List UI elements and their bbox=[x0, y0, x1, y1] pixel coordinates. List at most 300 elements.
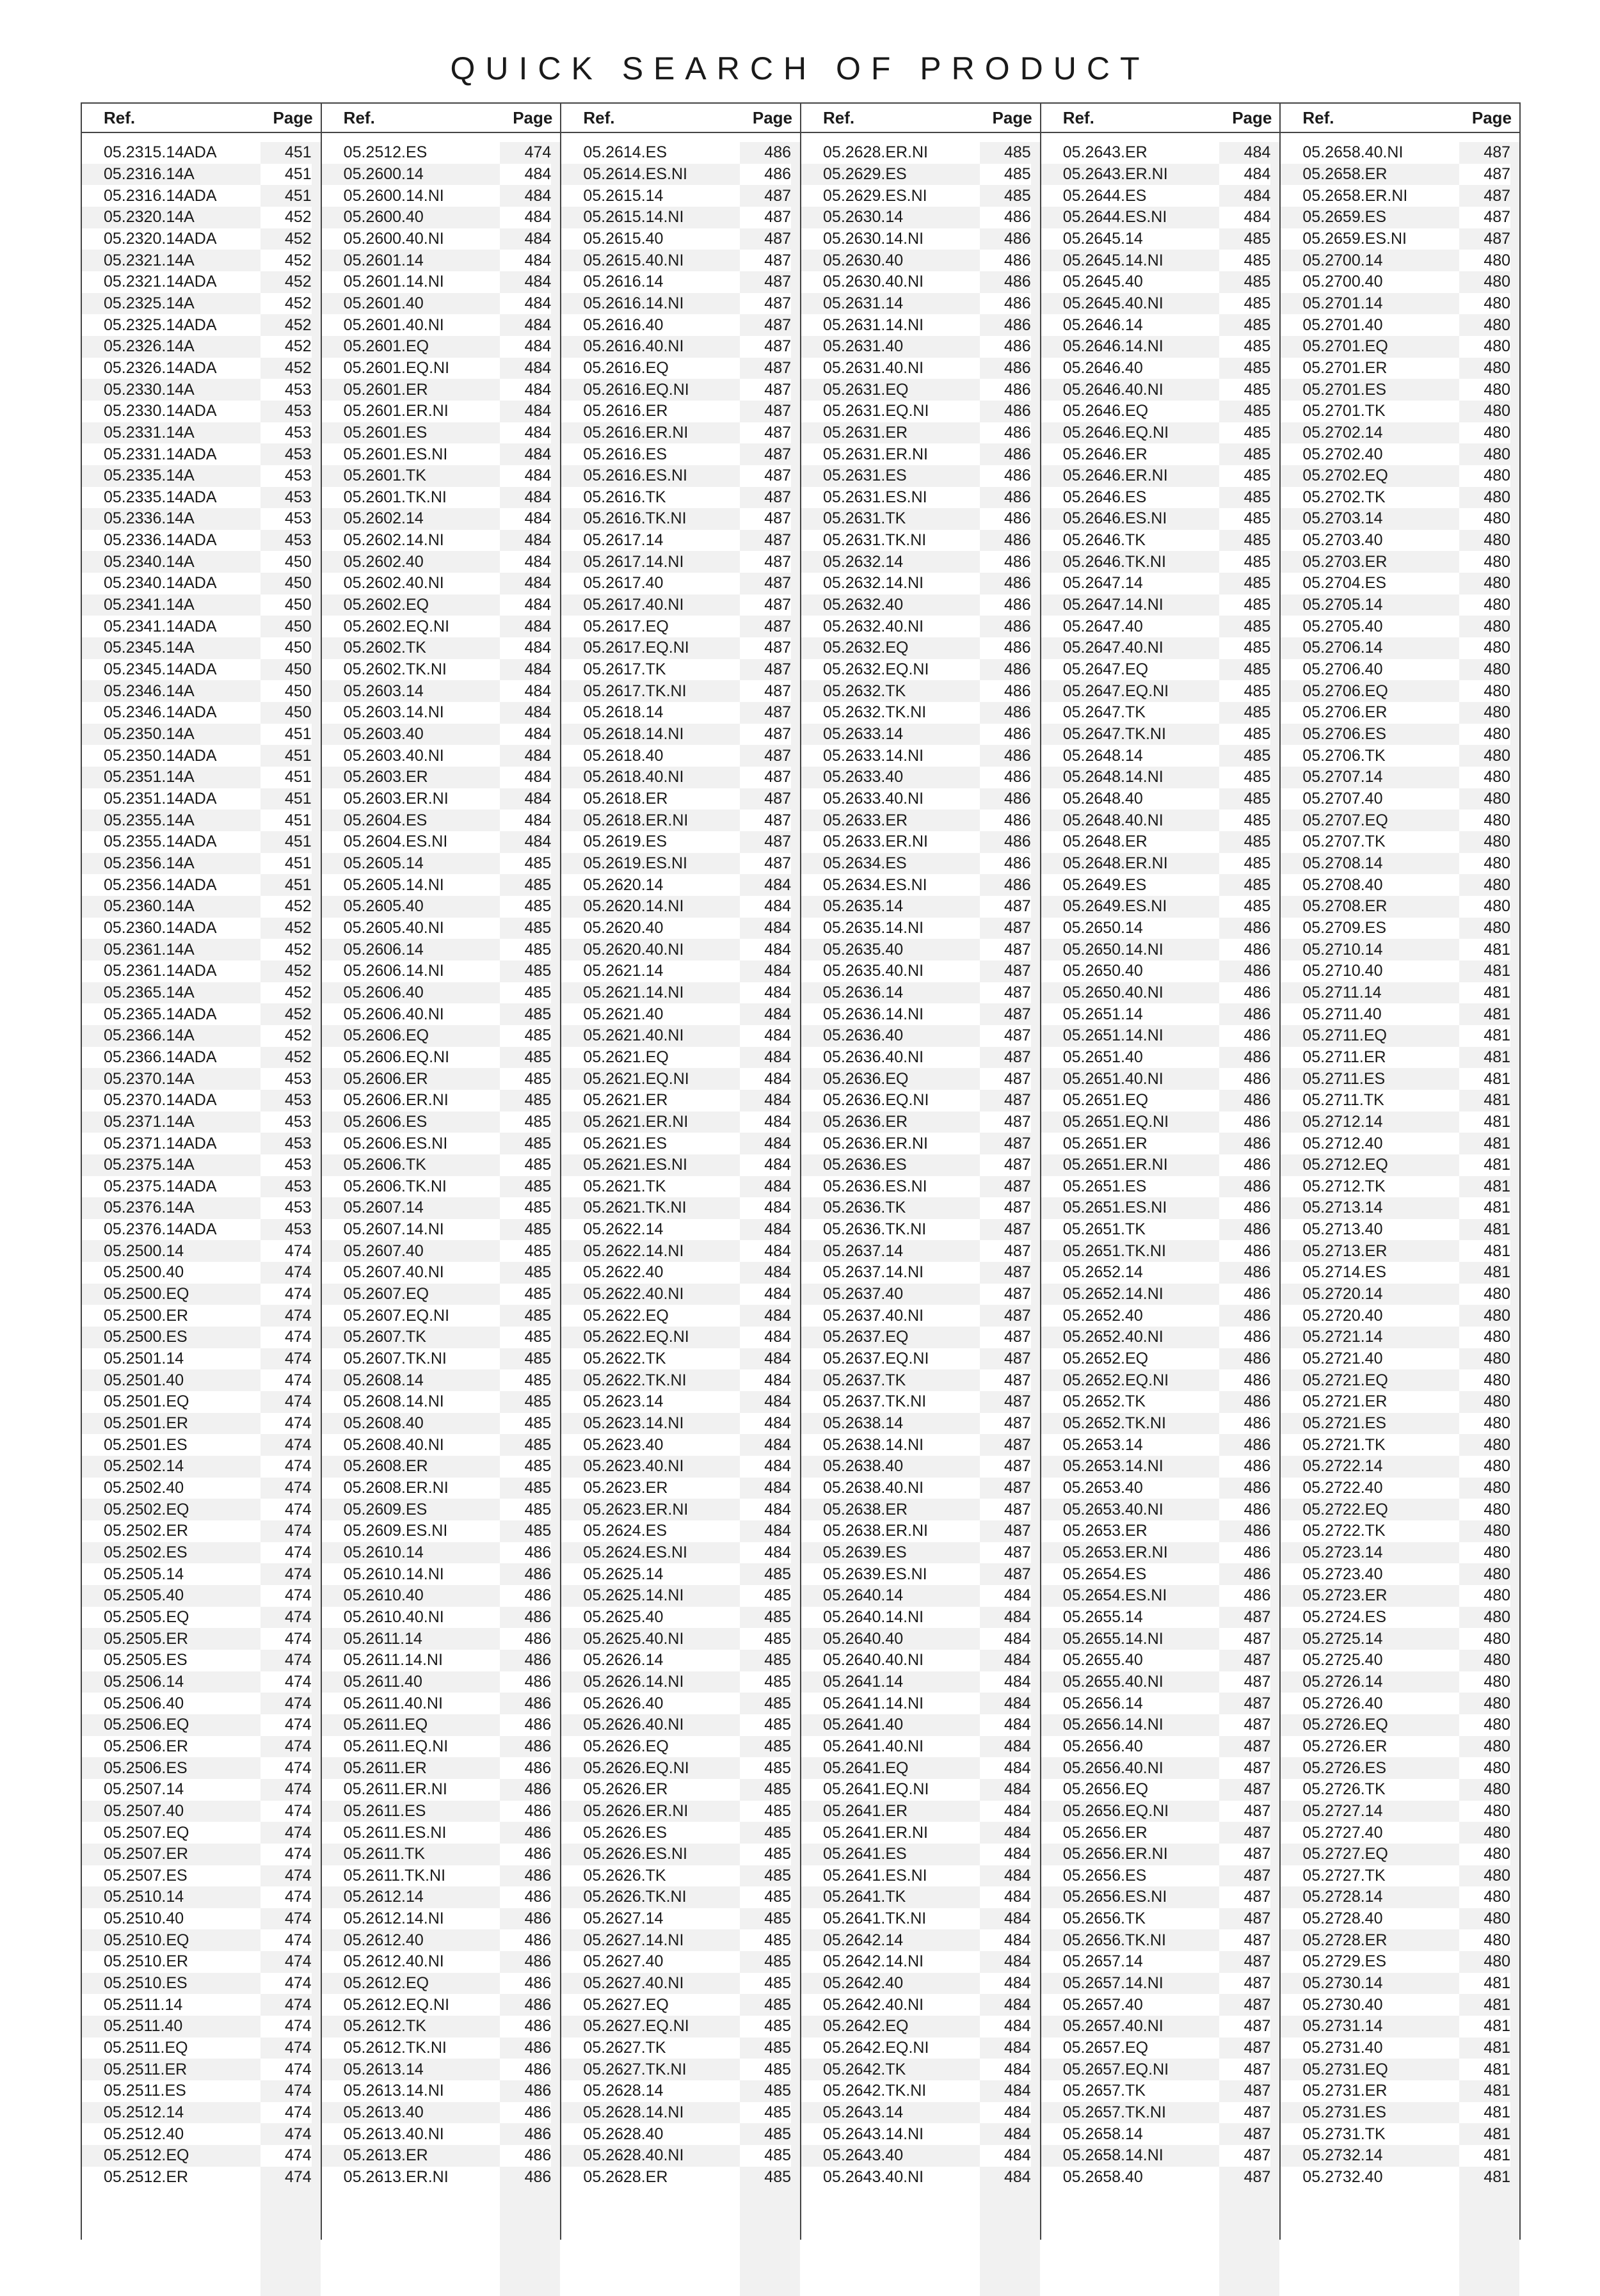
table-row bbox=[1041, 1973, 1280, 1995]
table-row bbox=[801, 594, 1040, 616]
table-row bbox=[1281, 487, 1519, 509]
table-row bbox=[322, 1757, 561, 1779]
ref-header: Ref. bbox=[583, 108, 615, 127]
table-row bbox=[1281, 745, 1519, 767]
page-number: 485 bbox=[740, 2145, 791, 2167]
table-row bbox=[561, 1736, 800, 1758]
table-row bbox=[561, 379, 800, 401]
table-row bbox=[1281, 443, 1519, 465]
page-number: 485 bbox=[764, 1995, 792, 2014]
page-number: 484 bbox=[980, 1801, 1031, 1822]
table-row bbox=[1041, 1369, 1280, 1391]
table-row bbox=[801, 1478, 1040, 1499]
table-row bbox=[801, 573, 1040, 594]
product-ref: 05.2610.40.NI bbox=[343, 1607, 444, 1626]
table-row bbox=[561, 745, 800, 767]
product-ref: 05.2707.14 bbox=[1302, 768, 1383, 786]
table-row bbox=[1281, 1284, 1519, 1305]
table-row bbox=[82, 1348, 321, 1370]
page-number: 487 bbox=[1004, 1435, 1031, 1454]
page-number: 485 bbox=[500, 1284, 551, 1305]
table-row bbox=[82, 465, 321, 487]
table-row bbox=[82, 422, 321, 444]
product-ref: 05.2627.EQ bbox=[583, 1995, 669, 2014]
page-number: 480 bbox=[1459, 637, 1510, 659]
page-number: 486 bbox=[1219, 1154, 1270, 1176]
table-row bbox=[561, 228, 800, 250]
product-ref: 05.2620.40 bbox=[583, 918, 664, 937]
page-number: 485 bbox=[500, 853, 551, 875]
table-row bbox=[82, 1757, 321, 1779]
product-ref: 05.2355.14ADA bbox=[104, 833, 217, 851]
page-number: 484 bbox=[524, 574, 552, 593]
product-ref: 05.2644.ES bbox=[1062, 186, 1147, 205]
product-ref: 05.2617.40 bbox=[583, 574, 664, 593]
product-ref: 05.2607.TK.NI bbox=[343, 1350, 447, 1368]
product-ref: 05.2612.EQ.NI bbox=[343, 1995, 450, 2014]
table-row bbox=[801, 142, 1040, 164]
product-ref: 05.2711.40 bbox=[1302, 1005, 1382, 1023]
product-ref: 05.2721.EQ bbox=[1302, 1371, 1388, 1389]
page-number: 486 bbox=[524, 1565, 552, 1583]
page-number: 480 bbox=[1459, 1757, 1510, 1779]
table-row bbox=[322, 1736, 561, 1758]
table-row bbox=[561, 443, 800, 465]
product-ref: 05.2618.40 bbox=[583, 746, 664, 765]
page-number: 453 bbox=[260, 1197, 312, 1219]
table-row bbox=[561, 1542, 800, 1564]
page-number: 485 bbox=[740, 1844, 791, 1865]
product-ref: 05.2626.14 bbox=[583, 1651, 664, 1670]
product-ref: 05.2604.ES.NI bbox=[343, 833, 448, 851]
product-ref: 05.2641.EQ.NI bbox=[823, 1780, 929, 1799]
page-number: 485 bbox=[500, 982, 551, 1004]
product-ref: 05.2646.TK.NI bbox=[1062, 552, 1166, 571]
table-row bbox=[322, 788, 561, 810]
page-number: 480 bbox=[1459, 724, 1510, 745]
page-number: 486 bbox=[980, 853, 1031, 875]
product-ref: 05.2655.14.NI bbox=[1062, 1629, 1164, 1648]
product-ref: 05.2711.14 bbox=[1302, 983, 1382, 1001]
page-number: 484 bbox=[500, 637, 551, 659]
product-ref: 05.2632.EQ bbox=[823, 639, 909, 657]
table-row bbox=[801, 1133, 1040, 1154]
product-ref: 05.2700.40 bbox=[1302, 273, 1383, 291]
product-ref: 05.2653.ER.NI bbox=[1062, 1543, 1168, 1561]
page-number: 452 bbox=[284, 1005, 312, 1023]
table-row bbox=[1281, 1779, 1519, 1801]
page-number: 486 bbox=[1219, 1284, 1270, 1305]
page-number: 474 bbox=[284, 1263, 312, 1282]
table-row bbox=[1281, 1994, 1519, 2016]
page-number: 484 bbox=[740, 1197, 791, 1219]
page-number: 485 bbox=[1244, 488, 1271, 506]
table-row bbox=[1281, 379, 1519, 401]
page-number: 487 bbox=[740, 809, 791, 831]
product-ref: 05.2315.14ADA bbox=[104, 143, 217, 162]
product-ref: 05.2656.ES.NI bbox=[1062, 1888, 1167, 1906]
column-rows bbox=[82, 142, 321, 2188]
product-ref: 05.2653.40.NI bbox=[1062, 1500, 1164, 1519]
table-row bbox=[1041, 1607, 1280, 1629]
table-row bbox=[1281, 185, 1519, 207]
page-number: 486 bbox=[1004, 660, 1031, 679]
column-header bbox=[1041, 102, 1280, 133]
table-row bbox=[1281, 1908, 1519, 1930]
page-number: 484 bbox=[764, 1177, 792, 1195]
page-number: 485 bbox=[1219, 336, 1270, 358]
page-number: 484 bbox=[764, 1220, 792, 1239]
table-row bbox=[82, 1520, 321, 1542]
table-row bbox=[561, 896, 800, 918]
page-number: 486 bbox=[980, 207, 1031, 228]
page-number: 484 bbox=[740, 939, 791, 961]
page-number: 484 bbox=[764, 1306, 792, 1325]
product-ref: 05.2654.ES.NI bbox=[1062, 1586, 1167, 1605]
page-number: 487 bbox=[980, 1327, 1031, 1348]
product-ref: 05.2507.ER bbox=[104, 1845, 189, 1863]
page-number: 487 bbox=[764, 358, 792, 377]
page-number: 480 bbox=[1484, 1909, 1511, 1928]
table-row bbox=[82, 918, 321, 939]
product-ref: 05.2506.EQ bbox=[104, 1716, 189, 1734]
product-ref: 05.2621.EQ bbox=[583, 1048, 669, 1066]
product-ref: 05.2631.ER.NI bbox=[823, 445, 929, 463]
product-ref: 05.2623.ER bbox=[583, 1479, 668, 1497]
page-number: 451 bbox=[260, 164, 312, 186]
product-ref: 05.2630.14 bbox=[823, 208, 904, 227]
column-header bbox=[561, 102, 800, 133]
table-row bbox=[1281, 1865, 1519, 1887]
product-ref: 05.2615.40.NI bbox=[583, 251, 684, 269]
page-number: 453 bbox=[284, 488, 312, 506]
page-number: 485 bbox=[1219, 680, 1270, 702]
page-number: 485 bbox=[1219, 594, 1270, 616]
product-ref: 05.2616.ES.NI bbox=[583, 466, 687, 485]
table-row bbox=[1281, 1607, 1519, 1629]
product-ref: 05.2724.ES bbox=[1302, 1607, 1387, 1626]
page-number: 474 bbox=[260, 1757, 312, 1779]
table-row bbox=[82, 594, 321, 616]
page-number: 486 bbox=[500, 1585, 551, 1607]
product-ref: 05.2616.14.NI bbox=[583, 294, 684, 312]
product-ref: 05.2608.14.NI bbox=[343, 1392, 444, 1411]
page-number: 480 bbox=[1459, 1929, 1510, 1951]
product-ref: 05.2606.ER bbox=[343, 1069, 428, 1088]
page-number: 453 bbox=[260, 1068, 312, 1090]
page-header: Page bbox=[513, 108, 553, 127]
page-number: 487 bbox=[1244, 2125, 1271, 2143]
page-number: 484 bbox=[500, 465, 551, 487]
page-number: 452 bbox=[284, 962, 312, 980]
product-ref: 05.2325.14ADA bbox=[104, 315, 217, 334]
table-row bbox=[1041, 207, 1280, 228]
product-ref: 05.2330.14ADA bbox=[104, 402, 217, 420]
product-ref: 05.2601.ER bbox=[343, 380, 428, 399]
product-ref: 05.2370.14A bbox=[104, 1069, 195, 1088]
table-row bbox=[322, 1369, 561, 1391]
product-ref: 05.2622.EQ bbox=[583, 1306, 669, 1325]
table-row bbox=[322, 702, 561, 724]
product-ref: 05.2633.40.NI bbox=[823, 790, 924, 808]
page-number: 484 bbox=[524, 229, 552, 248]
table-row bbox=[322, 1133, 561, 1154]
product-ref: 05.2331.14ADA bbox=[104, 445, 217, 463]
table-row bbox=[801, 293, 1040, 315]
table-row bbox=[82, 745, 321, 767]
table-row bbox=[561, 1391, 800, 1413]
table-row bbox=[1281, 422, 1519, 444]
page-number: 486 bbox=[1219, 1542, 1270, 1564]
table-row bbox=[801, 1305, 1040, 1327]
table-row bbox=[801, 530, 1040, 552]
table-row bbox=[561, 809, 800, 831]
product-ref: 05.2500.ER bbox=[104, 1306, 189, 1325]
table-row bbox=[1041, 1284, 1280, 1305]
product-ref: 05.2628.ER bbox=[583, 2168, 668, 2187]
page-number: 486 bbox=[1004, 531, 1031, 550]
page-number: 487 bbox=[1459, 164, 1510, 186]
table-row bbox=[1281, 680, 1519, 702]
table-row bbox=[801, 809, 1040, 831]
table-row bbox=[322, 1693, 561, 1714]
table-row bbox=[1281, 164, 1519, 186]
product-ref: 05.2651.40 bbox=[1062, 1048, 1143, 1066]
product-ref: 05.2657.14.NI bbox=[1062, 1974, 1164, 1993]
page-number: 487 bbox=[764, 186, 792, 205]
product-ref: 05.2708.14 bbox=[1302, 854, 1383, 872]
product-ref: 05.2607.14.NI bbox=[343, 1220, 444, 1239]
product-ref: 05.2657.EQ.NI bbox=[1062, 2060, 1169, 2078]
page-number: 485 bbox=[524, 918, 552, 937]
table-row bbox=[82, 1865, 321, 1887]
page-number: 486 bbox=[1219, 1413, 1270, 1435]
table-row bbox=[561, 702, 800, 724]
product-ref: 05.2641.14 bbox=[823, 1672, 904, 1691]
table-row bbox=[322, 1003, 561, 1025]
page-number: 487 bbox=[1004, 918, 1031, 937]
table-row bbox=[322, 573, 561, 594]
table-row bbox=[801, 1003, 1040, 1025]
table-row bbox=[322, 896, 561, 918]
page-number: 480 bbox=[1484, 1651, 1511, 1670]
product-ref: 05.2642.40.NI bbox=[823, 1995, 924, 2014]
table-row bbox=[1281, 961, 1519, 982]
table-row bbox=[1281, 1112, 1519, 1133]
table-row bbox=[322, 2059, 561, 2080]
page-number: 474 bbox=[284, 1866, 312, 1885]
page-number: 486 bbox=[1219, 1327, 1270, 1348]
table-row bbox=[322, 422, 561, 444]
table-row bbox=[1041, 1650, 1280, 1671]
product-ref: 05.2626.EQ bbox=[583, 1737, 669, 1755]
table-row bbox=[322, 1391, 561, 1413]
table-row bbox=[801, 1844, 1040, 1865]
table-row bbox=[801, 164, 1040, 186]
product-ref: 05.2652.40.NI bbox=[1062, 1328, 1164, 1346]
product-ref: 05.2722.40 bbox=[1302, 1479, 1383, 1497]
page-number: 486 bbox=[500, 1886, 551, 1908]
page-number: 487 bbox=[764, 273, 792, 291]
table-row bbox=[1281, 1219, 1519, 1241]
product-ref: 05.2617.EQ bbox=[583, 617, 669, 635]
page-number: 487 bbox=[1219, 1929, 1270, 1951]
page-number: 485 bbox=[500, 896, 551, 918]
product-ref: 05.2732.14 bbox=[1302, 2146, 1383, 2165]
product-ref: 05.2602.14.NI bbox=[343, 531, 444, 550]
table-row bbox=[1041, 314, 1280, 336]
table-row bbox=[1281, 142, 1519, 164]
table-row bbox=[82, 1413, 321, 1435]
product-ref: 05.2647.EQ.NI bbox=[1062, 682, 1169, 700]
product-ref: 05.2658.ER.NI bbox=[1302, 186, 1408, 205]
page-number: 486 bbox=[1004, 703, 1031, 722]
table-row bbox=[1281, 702, 1519, 724]
page-number: 487 bbox=[1219, 1844, 1270, 1865]
page-number: 481 bbox=[1459, 939, 1510, 961]
page-number: 484 bbox=[1004, 2039, 1031, 2057]
table-row bbox=[801, 767, 1040, 788]
page-number: 485 bbox=[1244, 660, 1271, 679]
product-ref: 05.2633.14 bbox=[823, 725, 904, 744]
page-number: 484 bbox=[500, 250, 551, 271]
product-ref: 05.2707.40 bbox=[1302, 790, 1383, 808]
page-number: 485 bbox=[524, 1479, 552, 1497]
table-row bbox=[1281, 2080, 1519, 2102]
product-ref: 05.2728.40 bbox=[1302, 1909, 1383, 1928]
page-number: 484 bbox=[500, 508, 551, 530]
product-ref: 05.2623.40.NI bbox=[583, 1457, 684, 1476]
product-ref: 05.2637.EQ bbox=[823, 1328, 909, 1346]
table-row bbox=[1281, 1542, 1519, 1564]
table-row bbox=[561, 616, 800, 637]
product-ref: 05.2643.ER bbox=[1062, 143, 1148, 162]
index-column bbox=[1041, 102, 1281, 2240]
page-number: 481 bbox=[1459, 1240, 1510, 1262]
product-ref: 05.2647.TK bbox=[1062, 703, 1146, 722]
table-row bbox=[1281, 1434, 1519, 1456]
page-number: 484 bbox=[980, 1714, 1031, 1736]
table-row bbox=[1281, 1327, 1519, 1348]
table-row bbox=[1041, 874, 1280, 896]
table-row bbox=[322, 228, 561, 250]
product-ref: 05.2360.14ADA bbox=[104, 918, 217, 937]
table-row bbox=[82, 443, 321, 465]
table-row bbox=[82, 250, 321, 271]
product-ref: 05.2624.ES.NI bbox=[583, 1543, 687, 1561]
product-ref: 05.2710.40 bbox=[1302, 962, 1383, 980]
table-row bbox=[322, 2102, 561, 2124]
page-number: 484 bbox=[500, 809, 551, 831]
product-ref: 05.2622.EQ.NI bbox=[583, 1328, 689, 1346]
table-row bbox=[1281, 336, 1519, 358]
page-number: 485 bbox=[740, 2059, 791, 2080]
table-row bbox=[82, 2123, 321, 2145]
product-ref: 05.2350.14A bbox=[104, 725, 195, 744]
table-row bbox=[801, 1348, 1040, 1370]
product-ref: 05.2623.14.NI bbox=[583, 1414, 684, 1433]
product-ref: 05.2631.ES bbox=[823, 466, 907, 485]
index-column bbox=[82, 102, 322, 2240]
page-number: 485 bbox=[1219, 508, 1270, 530]
product-ref: 05.2626.14.NI bbox=[583, 1672, 684, 1691]
column-header bbox=[801, 102, 1040, 133]
page-number: 484 bbox=[740, 1025, 791, 1047]
page-header: Page bbox=[752, 108, 793, 127]
product-ref: 05.2651.ES bbox=[1062, 1177, 1147, 1195]
product-ref: 05.2326.14ADA bbox=[104, 358, 217, 377]
table-row bbox=[561, 2123, 800, 2145]
product-ref: 05.2618.14.NI bbox=[583, 725, 684, 744]
product-ref: 05.2732.40 bbox=[1302, 2168, 1383, 2187]
table-row bbox=[1041, 1994, 1280, 2016]
page-number: 474 bbox=[260, 1801, 312, 1822]
page-number: 481 bbox=[1459, 1973, 1510, 1995]
product-ref: 05.2500.ES bbox=[104, 1328, 188, 1346]
product-ref: 05.2618.40.NI bbox=[583, 768, 684, 786]
page-number: 480 bbox=[1484, 1737, 1511, 1755]
page-number: 451 bbox=[260, 724, 312, 745]
page-number: 474 bbox=[284, 1392, 312, 1411]
product-ref: 05.2616.ER bbox=[583, 402, 668, 420]
table-row bbox=[1041, 1822, 1280, 1844]
product-ref: 05.2631.TK bbox=[823, 509, 906, 528]
product-ref: 05.2616.EQ bbox=[583, 358, 669, 377]
table-row bbox=[801, 1025, 1040, 1047]
page-number: 474 bbox=[260, 2102, 312, 2124]
product-ref: 05.2636.EQ.NI bbox=[823, 1091, 929, 1110]
table-row bbox=[82, 551, 321, 573]
table-row bbox=[561, 1154, 800, 1176]
table-row bbox=[322, 250, 561, 271]
table-row bbox=[1041, 1413, 1280, 1435]
page-number: 484 bbox=[740, 1327, 791, 1348]
product-ref: 05.2728.14 bbox=[1302, 1888, 1383, 1906]
product-ref: 05.2729.ES bbox=[1302, 1952, 1387, 1971]
table-row bbox=[1041, 1456, 1280, 1478]
product-ref: 05.2705.14 bbox=[1302, 596, 1383, 614]
page-number: 485 bbox=[500, 1154, 551, 1176]
page-number: 484 bbox=[1219, 164, 1270, 186]
product-ref: 05.2636.EQ bbox=[823, 1069, 909, 1088]
product-ref: 05.2603.ER bbox=[343, 768, 428, 786]
product-ref: 05.2646.14.NI bbox=[1062, 337, 1164, 356]
table-row bbox=[82, 1112, 321, 1133]
page-number: 485 bbox=[1219, 767, 1270, 788]
page-number: 474 bbox=[284, 1952, 312, 1971]
table-row bbox=[1041, 185, 1280, 207]
page-number: 484 bbox=[980, 1628, 1031, 1650]
table-row bbox=[801, 1090, 1040, 1112]
table-row bbox=[322, 465, 561, 487]
page-number: 452 bbox=[284, 229, 312, 248]
page-number: 486 bbox=[764, 143, 792, 162]
table-row bbox=[82, 1822, 321, 1844]
product-ref: 05.2657.EQ bbox=[1062, 2039, 1149, 2057]
page-number: 487 bbox=[1219, 1973, 1270, 1995]
table-row bbox=[1281, 293, 1519, 315]
page-number: 480 bbox=[1484, 358, 1511, 377]
page-number: 480 bbox=[1484, 315, 1511, 334]
table-row bbox=[801, 2037, 1040, 2059]
table-row bbox=[561, 1003, 800, 1025]
product-ref: 05.2656.ES bbox=[1062, 1866, 1147, 1885]
table-row bbox=[82, 853, 321, 875]
product-ref: 05.2650.14.NI bbox=[1062, 940, 1164, 959]
product-ref: 05.2646.ES.NI bbox=[1062, 509, 1167, 528]
page-number: 452 bbox=[260, 939, 312, 961]
product-ref: 05.2617.TK.NI bbox=[583, 682, 687, 700]
